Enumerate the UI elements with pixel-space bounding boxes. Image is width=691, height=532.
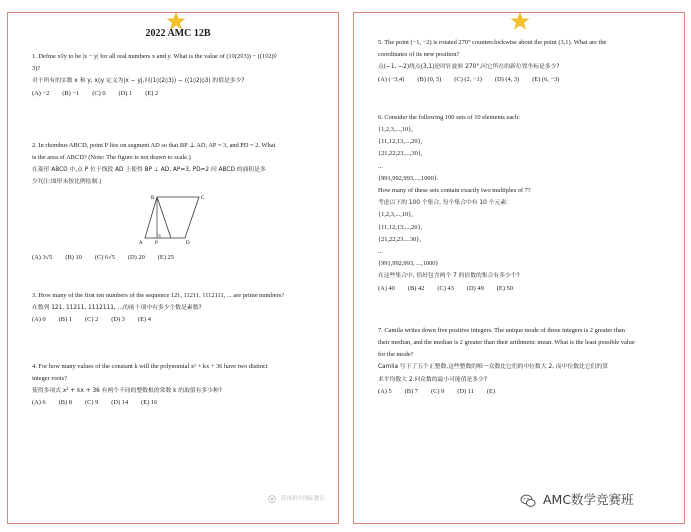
set-line: ... [378, 248, 383, 256]
option-d: (D) 3 [111, 316, 125, 324]
question-text-en: 7. Camila writes down five positive integers. The unique mode of these integers is 2 greater than [378, 326, 625, 334]
option-e: (E) 4 [137, 316, 151, 324]
option-c: (C) 43 [437, 284, 454, 292]
wechat-icon [520, 494, 536, 508]
answer-options [32, 314, 324, 326]
question-4 [32, 361, 324, 410]
question-text-en: 2. In rhombus ABCD, point P lies on segment AD so that BP ⊥ AD, AP = 3, and PD = 2. What [32, 141, 276, 149]
set-line: {21,22,23,...,30}, [378, 150, 423, 158]
option-e: (E) 2 [145, 89, 159, 97]
exam-title: 2022 AMC 12B [145, 28, 211, 39]
option-b: (B) 8 [58, 399, 72, 407]
question-text-en: 4. For how many values of the constant k will the polynomial x² + kx + 36 have two distinct [32, 362, 268, 370]
question-text-en: integer roots? [32, 374, 67, 382]
question-text-en: How many of these sets contain exactly two multiples of 7? [378, 187, 531, 195]
label-b: B [151, 195, 155, 201]
watermark-left [268, 494, 325, 503]
option-e: (E) (6, −3) [532, 75, 560, 83]
left-page [7, 12, 339, 524]
right-page-content [378, 37, 670, 398]
question-text-en: 6. Consider the following 100 sets of 10 elements each: [378, 113, 520, 121]
question-text-en: for the mode? [378, 351, 414, 359]
option-d: (D) 49 [466, 284, 484, 292]
question-text-en: 5. The point (−1, −2) is rotated 270° counterclockwise about the point (3,1). What are the [378, 39, 607, 46]
answer-options [32, 252, 324, 264]
label-c: C [201, 195, 205, 201]
answer-options [378, 283, 670, 295]
question-3 [32, 290, 324, 327]
question-text-en: 1. Define x◊y to be |x − y| for all real numbers x and y. What is the value of (1◊(2◊3)) − ((1◊2)◊ [32, 53, 277, 60]
option-d: (D) 11 [457, 387, 474, 395]
question-text-en: their median, and the median is 2 greater than their arithmetic mean. What is the least possible value [378, 339, 635, 347]
question-text-zh: 考虑以下的 100 个集合, 每个集合中有 10 个元素: [378, 200, 508, 207]
watermark-right [520, 490, 634, 508]
option-e: (E) 50 [496, 284, 513, 292]
question-text-zh: 术平均数大 2.问众数的最小可能值是多少? [378, 376, 487, 383]
option-c: (C) 2 [84, 316, 99, 324]
set-line: {1,2,3,...,10}, [378, 211, 413, 219]
set-line: {991,992,993, ...,1000} [378, 260, 439, 268]
question-text-zh: 对于所有的实数 x 和 y, x◊y 定义为|x − y|,问(1◊(2◊3)) − ((1◊2)◊3) 的值是多少? [32, 78, 245, 85]
left-page-content [32, 27, 324, 409]
option-e: (E) 16 [141, 399, 158, 407]
option-a: (A) 3√5 [32, 253, 53, 261]
set-line: {11,12,13,...,20}, [378, 223, 423, 231]
question-text-zh: 使得多项式 x² + kx + 36 有两个不同的整数根的常数 k 的取值有多少种? [32, 388, 222, 395]
option-a: (A) 5 [378, 387, 392, 395]
option-c: (C) 6√5 [94, 253, 115, 261]
option-a: (A) 0 [32, 316, 46, 324]
option-b: (B) (0, 5) [417, 75, 442, 83]
answer-options [32, 88, 324, 100]
option-e: (E) 25 [157, 253, 174, 261]
option-b: (B) 10 [65, 253, 82, 261]
question-text-zh: 在数列 121, 11211, 1112111, ...的前十项中有多少个数是素数? [32, 305, 202, 312]
set-line: ... [378, 162, 383, 170]
option-c: (C) (2, −1) [454, 75, 482, 83]
option-a: (A) 40 [378, 284, 395, 292]
question-text-zh: 在这些集合中, 恰好包含两个 7 的倍数的集合有多少个? [378, 273, 520, 280]
set-line: {11,12,13,...,20}, [378, 138, 423, 146]
option-a: (A) −2 [32, 89, 50, 97]
answer-options [32, 397, 324, 409]
option-c: (C) 0 [92, 89, 106, 97]
right-page [353, 12, 685, 524]
set-line: {1,2,3,...,10}, [378, 126, 413, 134]
option-b: (B) 7 [404, 387, 418, 395]
answer-options [378, 74, 670, 86]
question-text-zh: 在菱形 ABCD 中,点 P 位于线段 AD 上使得 BP ⊥ AD, AP=3, PD=2 问 ABCD 的面积是多 [32, 167, 266, 174]
star-icon [510, 12, 530, 31]
option-a: (A) 6 [32, 399, 46, 407]
question-5 [378, 37, 670, 86]
watermark-right-text: AMC数学竞赛班 [542, 492, 634, 507]
question-text-en: coordinates of its new position? [378, 51, 460, 59]
question-text-zh: 点(−1, −2)绕点(3,1)逆时针旋转 270°,问它所在的新位置坐标是多少? [378, 64, 560, 71]
option-d: (D) 20 [127, 253, 145, 261]
option-d: (D) (4, 3) [494, 75, 520, 83]
question-7 [378, 325, 670, 398]
label-p: P [155, 240, 158, 245]
logo-icon [268, 495, 276, 503]
option-b: (B) 1 [58, 316, 72, 324]
option-c: (C) 9 [430, 387, 445, 395]
question-2 [32, 140, 324, 264]
label-d: D [186, 240, 190, 245]
option-b: (B) 42 [407, 284, 425, 292]
watermark-left-text: 苏州新中国际教育 [280, 496, 325, 502]
question-6 [378, 112, 670, 295]
question-text-en: 3. How many of the first ten numbers of the sequence 121, 11211, 1112111, ... are prime numbers? [32, 292, 285, 300]
question-text-zh: Camila 写下了五个正整数.这些整数的唯一众数比它们的中位数大 2, 而中位数比它们的算 [378, 364, 609, 371]
option-d: (D) 1 [118, 89, 133, 97]
label-a: A [139, 240, 143, 245]
set-line: {991,992,993,...,1000}. [378, 174, 439, 182]
option-a: (A) (−3,4) [378, 75, 405, 83]
answer-options [378, 386, 670, 398]
question-text-en: 3)? [32, 65, 41, 73]
question-1 [32, 51, 324, 100]
rhombus-figure [137, 193, 209, 245]
option-c: (C) 9 [84, 399, 99, 407]
option-d: (D) 14 [111, 399, 129, 407]
question-text-zh: 少?(注:图形未按比例绘制.) [32, 179, 102, 186]
option-e: (E) [486, 387, 496, 395]
question-text-en: is the area of ABCD? (Note: The figure is not drawn to scale.) [32, 154, 191, 162]
option-b: (B) −1 [62, 89, 80, 97]
set-line: {21,22,23....30}, [378, 235, 421, 243]
